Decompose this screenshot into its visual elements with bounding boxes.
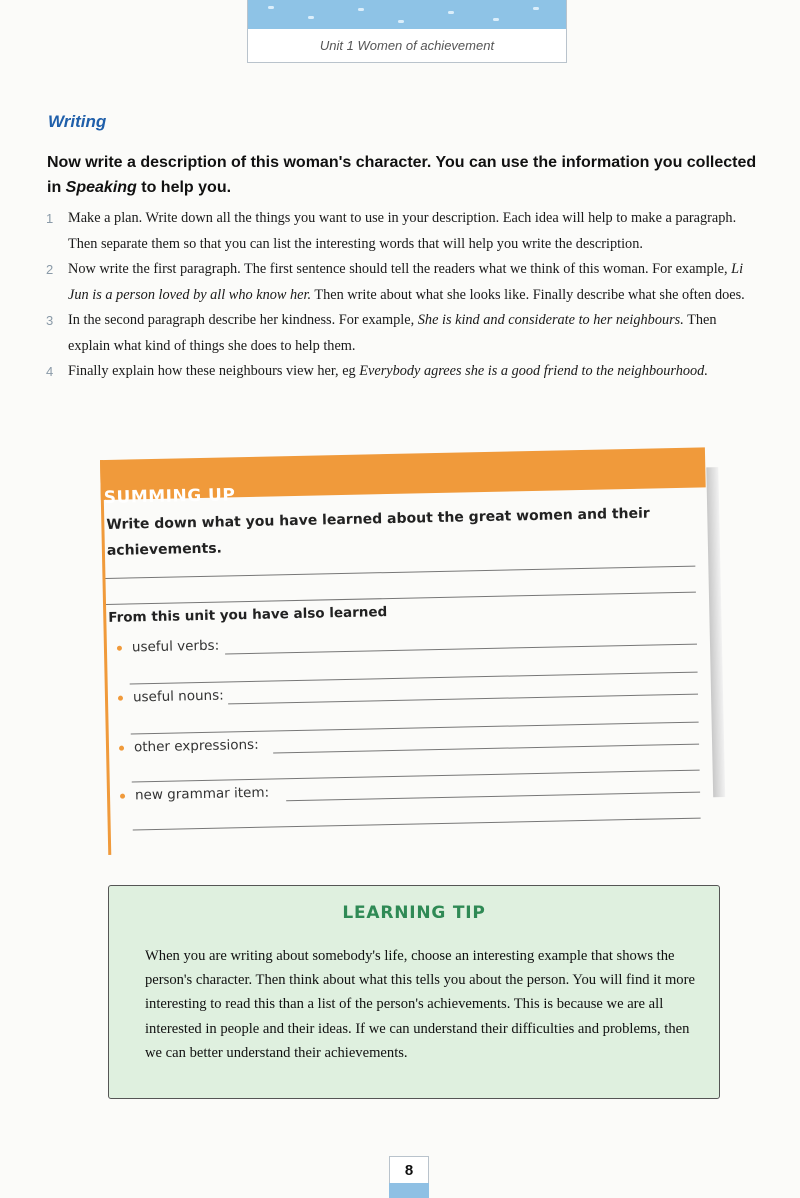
step-number: 2 xyxy=(46,262,54,277)
learned-item-verbs: useful verbs: xyxy=(117,638,220,656)
learned-item-expressions: other expressions: xyxy=(119,737,259,756)
step-item: 4 Finally explain how these neighbours view her, eg Everybody agrees she is a good friend to the neighbourhood. xyxy=(46,359,758,385)
answer-line[interactable] xyxy=(273,744,699,754)
unit-title: Unit 1 Women of achievement xyxy=(319,38,495,53)
page-number: 8 xyxy=(389,1156,429,1183)
header-decoration xyxy=(248,0,566,29)
answer-line[interactable] xyxy=(133,818,701,831)
also-learned-heading: From this unit you have also learned xyxy=(108,604,388,626)
step-item: 3 In the second paragraph describe her kindness. For example, She is kind and considerate to her neighbours. Then explain what kind of things she does to help them. xyxy=(46,308,758,359)
learning-tip-title: LEARNING TIP xyxy=(342,903,486,923)
answer-line[interactable] xyxy=(106,592,696,605)
unit-header xyxy=(247,0,567,63)
step-item: 2 Now write the first paragraph. The first sentence should tell the readers what we think of this woman. For example, Li Jun is a person loved by all who know her. Then write about what she looks like. Finally describe what she often does. xyxy=(46,257,758,308)
answer-line[interactable] xyxy=(130,672,698,685)
box-shadow xyxy=(706,467,725,797)
page-number-tab xyxy=(389,1156,429,1198)
learned-item-nouns: useful nouns: xyxy=(118,688,224,706)
step-number: 1 xyxy=(46,211,54,226)
step-item xyxy=(46,206,758,257)
bullet-icon xyxy=(117,645,122,650)
step-text: Make a plan. Write down all the things you want to use in your description. Each idea will help to make a paragraph. Then separate them so that you can list the interesting words that will help you write the description. xyxy=(68,210,737,252)
step-number: 4 xyxy=(46,364,54,379)
learning-tip-text: When you are writing about somebody's life, choose an interesting example that shows the person's character. Then think about what this tells you about the person. You will find it more interesting to read this than a list of the person's achievements. This is because we are all interested in people and their ideas. If we can understand their difficulties and problems, then we can better understand their achievements. xyxy=(145,948,695,1061)
learned-item-grammar: new grammar item: xyxy=(120,785,269,804)
writing-instructions: Now write a description of this woman's character. You can use the information you collected in Speaking to help you. xyxy=(47,154,757,196)
answer-line[interactable] xyxy=(228,694,698,705)
bullet-icon xyxy=(119,745,124,750)
section-heading-writing: Writing xyxy=(48,112,107,131)
step-number: 3 xyxy=(46,313,54,328)
answer-line[interactable] xyxy=(105,566,695,579)
learning-tip-box xyxy=(108,885,720,1099)
writing-steps xyxy=(46,206,758,385)
answer-line[interactable] xyxy=(286,792,700,802)
bullet-icon xyxy=(118,695,123,700)
summing-up-box xyxy=(103,447,711,854)
answer-line[interactable] xyxy=(225,644,697,655)
summing-up-question: Write down what you have learned about the great women and their achievements. xyxy=(106,505,650,559)
answer-line[interactable] xyxy=(132,770,700,783)
answer-line[interactable] xyxy=(131,722,699,735)
summing-up-title: SUMMING UP xyxy=(103,485,236,508)
bullet-icon xyxy=(120,793,125,798)
